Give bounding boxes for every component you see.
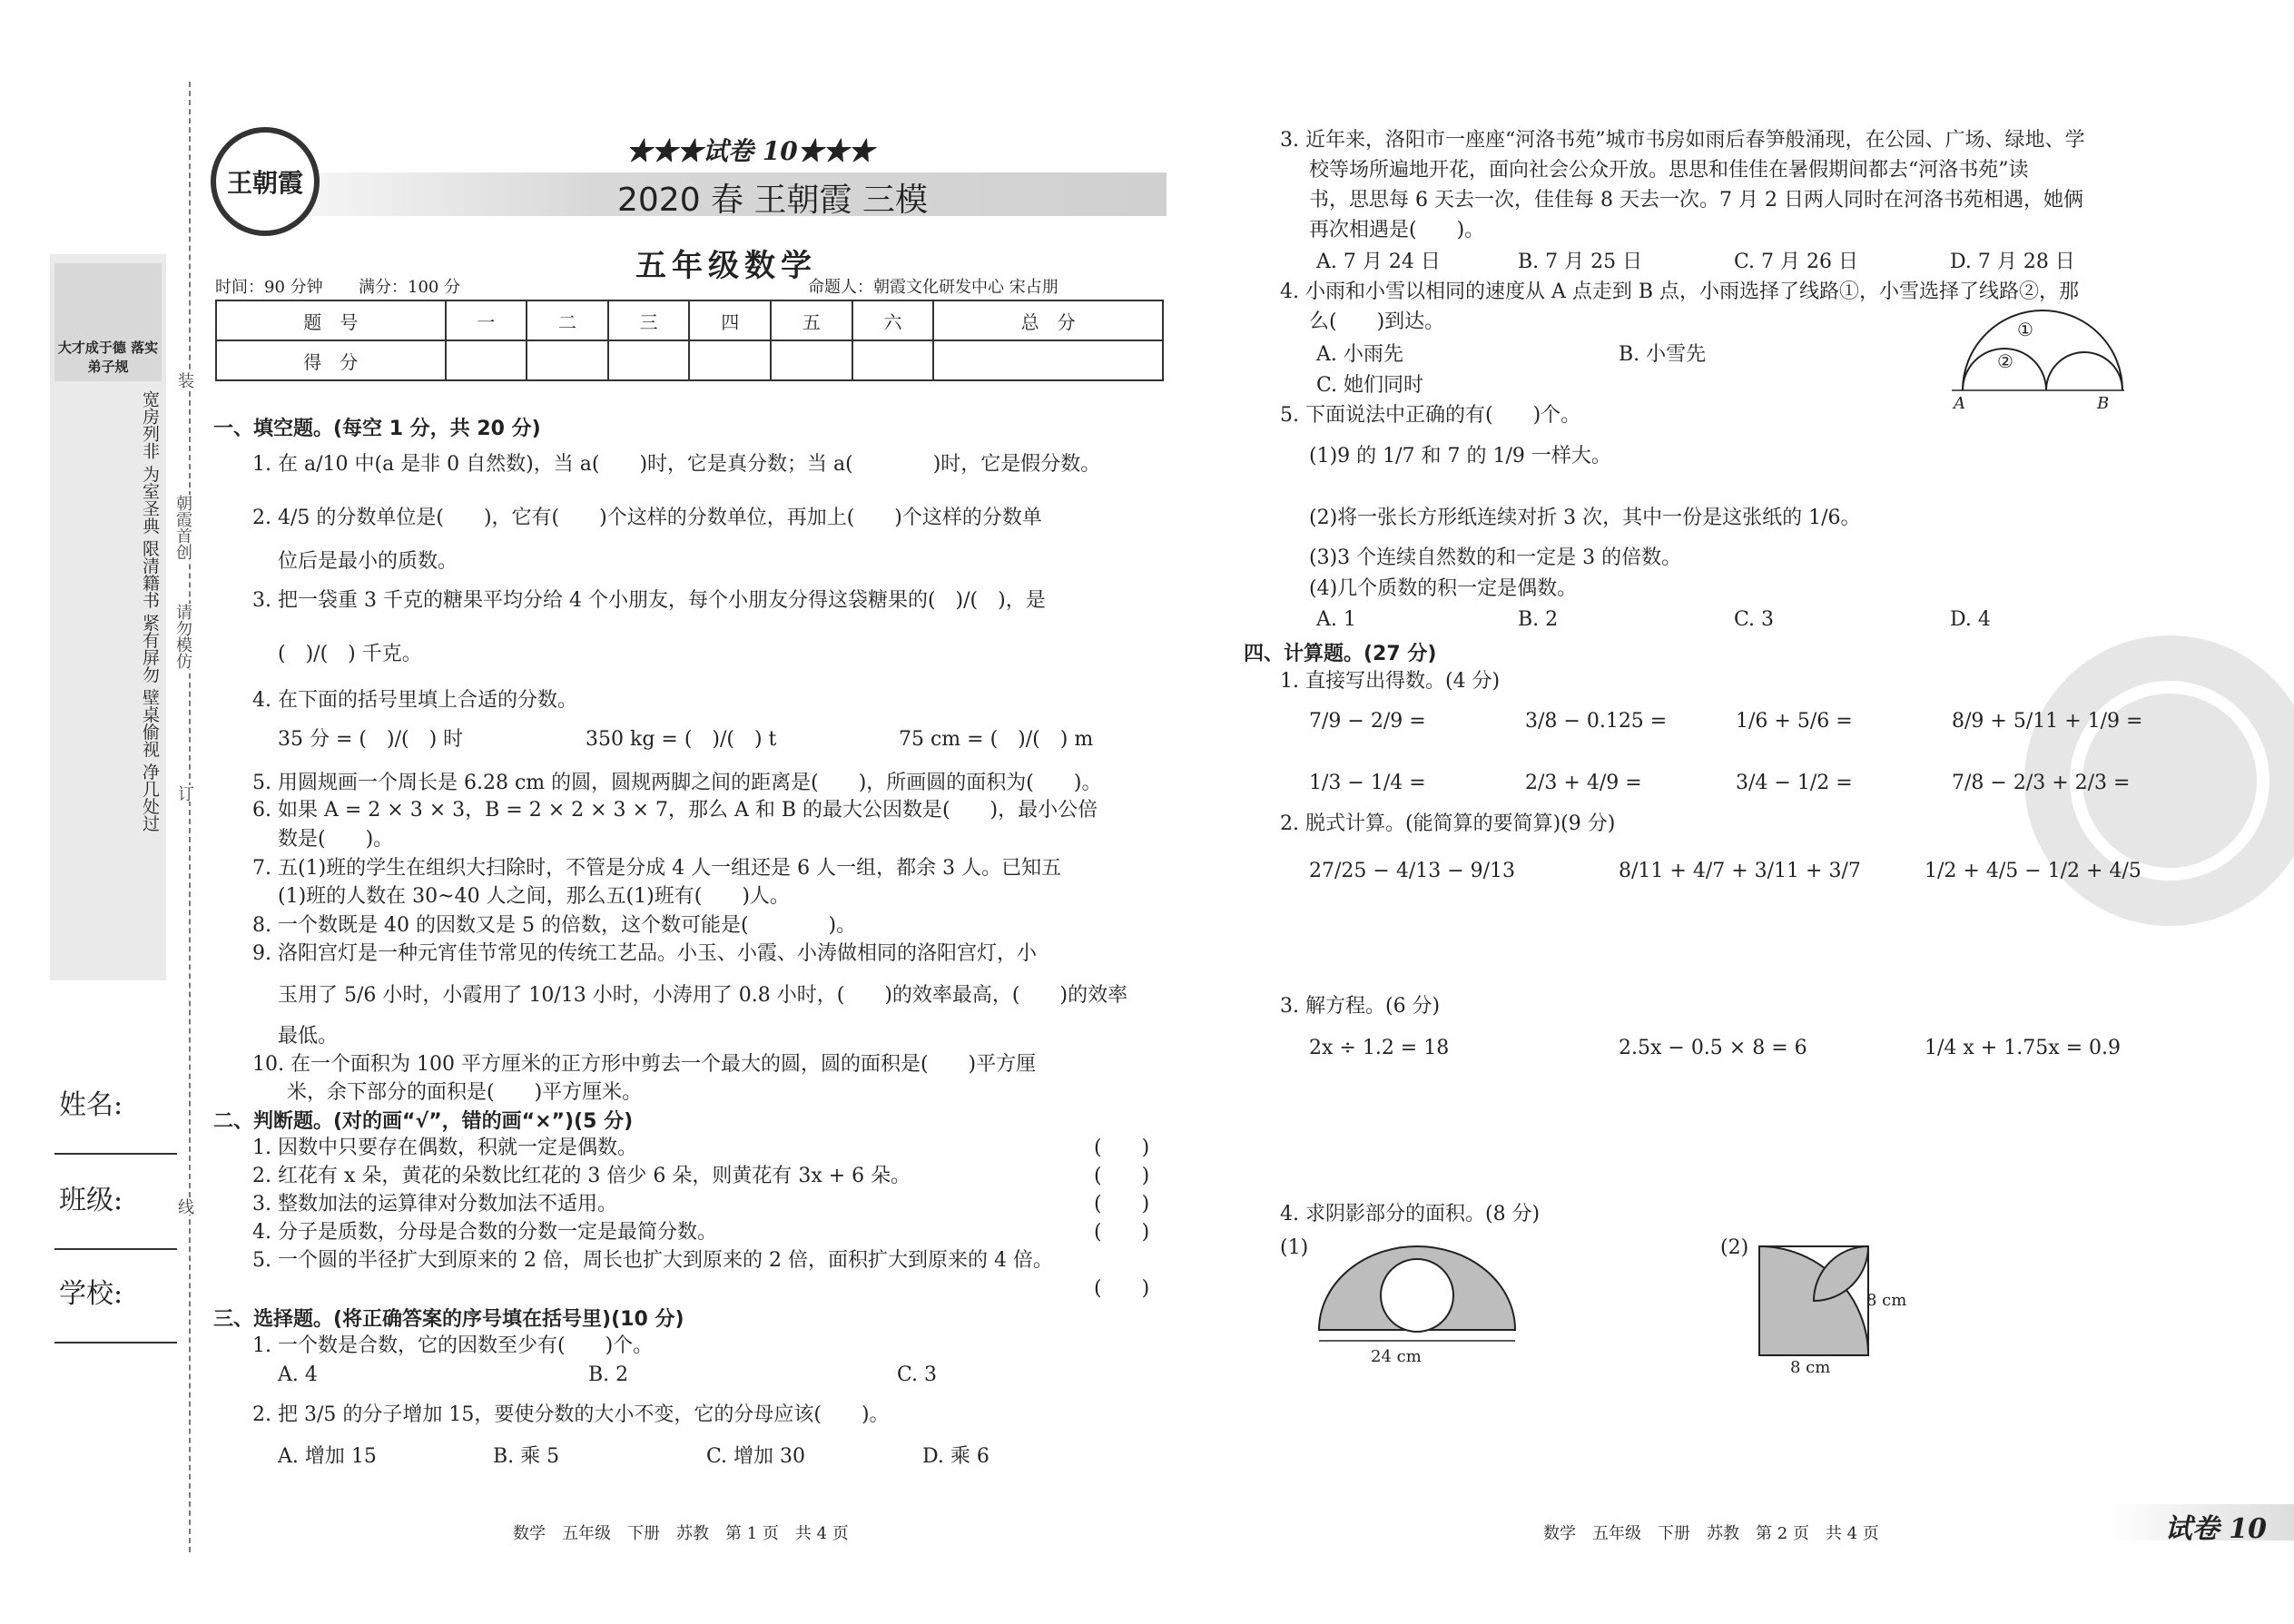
q1-2b: 位后是最小的质数。 <box>278 550 458 573</box>
semicircle-figure <box>1312 1239 1521 1348</box>
q4-2: 2. 脱式计算。(能简算的要简算)(9 分) <box>1280 812 1616 835</box>
q1-3b: ( )/( ) 千克。 <box>278 643 422 665</box>
q1-6b: 数是( )。 <box>278 828 394 851</box>
q1-9b: 玉用了 5/6 小时，小霞用了 10/13 小时，小涛用了 0.8 小时，( )的效率最高，( )的效率 <box>278 984 1128 1007</box>
q1-10b: 米，余下部分的面积是( )平方厘米。 <box>287 1081 643 1104</box>
fig2-side-dim: 8 cm <box>1866 1291 1907 1310</box>
score-header: 三 <box>608 300 690 340</box>
paper-number: ★★★试卷 10★★★ <box>626 136 874 166</box>
route-2-arc-right <box>2046 352 2122 390</box>
score-table <box>215 300 1164 381</box>
q3-5-opt-a: A. 1 <box>1316 608 1356 631</box>
stepwise-item: 27/25 − 4/13 − 9/13 <box>1309 860 1516 882</box>
class-line[interactable] <box>54 1248 177 1250</box>
q1-10: 10. 在一个面积为 100 平方厘米的正方形中剪去一个最大的圆，圆的面积是( )平方厘 <box>252 1053 1037 1076</box>
q3-3-l2: 校等场所遍地开花，面向社会公众开放。思思和佳佳在暑假期间都去“河洛书苑”读 <box>1309 159 2029 182</box>
score-cell[interactable] <box>933 340 1163 380</box>
exam-title: 2020 春 王朝霞 三模 <box>617 182 928 219</box>
q3-4-opt-b: B. 小雪先 <box>1619 343 1707 366</box>
q3-2: 2. 把 3/5 的分子增加 15，要使分数的大小不变，它的分母应该( )。 <box>252 1403 890 1426</box>
q2-1: 1. 因数中只要存在偶数，积就一定是偶数。 <box>252 1137 637 1159</box>
brand-logo: 王朝霞 <box>211 127 320 236</box>
q3-2-opt-b: B. 乘 5 <box>493 1445 560 1468</box>
q2-2: 2. 红花有 x 朵，黄花的朵数比红花的 3 倍少 6 朵，则黄花有 3x + 6 朵。 <box>252 1165 911 1187</box>
score-header: 总 分 <box>933 300 1163 340</box>
score-cell[interactable] <box>608 340 690 380</box>
school-label: 学校: <box>59 1278 123 1310</box>
route-2-label: ② <box>1997 350 2013 372</box>
score-cell[interactable] <box>527 340 608 380</box>
q1-8: 8. 一个数既是 40 的因数又是 5 的倍数，这个数可能是( )。 <box>252 914 857 937</box>
answer-paren[interactable]: ( ) <box>1094 1277 1150 1300</box>
sidebar-motto: 宽房列非 为室圣典 限清籍书 紧有屏勿 壁桌偷视 净几处过 <box>140 390 160 832</box>
q1-4b: 350 kg = ( )/( ) t <box>586 728 777 751</box>
q3-3-l1: 3. 近年来，洛阳市一座座“河洛书苑”城市书房如雨后春笋般涌现，在公园、广场、绿地、学 <box>1280 129 2085 152</box>
score-header: 五 <box>771 300 852 340</box>
q1-2: 2. 4/5 的分数单位是( )，它有( )个这样的分数单位，再加上( )个这样的分数单 <box>252 507 1042 529</box>
stepwise-item: 8/11 + 4/7 + 3/11 + 3/7 <box>1619 860 1861 882</box>
calc-item: 3/4 − 1/2 = <box>1736 772 1853 794</box>
q3-4-opt-c: C. 她们同时 <box>1316 374 1424 397</box>
q2-4: 4. 分子是质数，分母是合数的分数一定是最简分数。 <box>252 1221 717 1244</box>
author: 命题人：朝霞文化研发中心 宋占朋 <box>808 278 1058 297</box>
section-1-title: 一、填空题。(每空 1 分，共 20 分) <box>213 418 541 440</box>
paper-tag <box>2106 1504 2294 1545</box>
equation-item: 2x ÷ 1.2 = 18 <box>1309 1037 1450 1059</box>
stepwise-item: 1/2 + 4/5 − 1/2 + 4/5 <box>1925 860 2141 882</box>
q1-3: 3. 把一袋重 3 千克的糖果平均分给 4 个小朋友，每个小朋友分得这袋糖果的( )/( )，是 <box>252 589 1046 612</box>
calc-item: 1/6 + 5/6 = <box>1736 710 1853 733</box>
q3-3-opt-c: C. 7 月 26 日 <box>1734 251 1859 273</box>
q3-4-l2: 么( )到达。 <box>1309 310 1445 333</box>
answer-paren[interactable]: ( ) <box>1094 1165 1150 1187</box>
answer-paren[interactable]: ( ) <box>1094 1221 1150 1244</box>
square-figure <box>1752 1239 1879 1366</box>
footer-left: 数学 五年级 下册 苏教 第 1 页 共 4 页 <box>513 1524 849 1543</box>
q1-7: 7. 五(1)班的学生在组织大扫除时，不管是分成 4 人一组还是 6 人一组，都余 3 人。已知五 <box>252 857 1062 880</box>
section-3-title: 三、选择题。(将正确答案的序号填在括号里)(10 分) <box>213 1308 684 1331</box>
calc-item: 3/8 − 0.125 = <box>1525 710 1668 733</box>
q1-9: 9. 洛阳宫灯是一种元宵佳节常见的传统工艺品。小玉、小霞、小涛做相同的洛阳宫灯，小 <box>252 942 1037 965</box>
sidebar-slogan: 大才成于德 落实弟子规 <box>57 340 159 375</box>
score-header: 四 <box>689 300 771 340</box>
score-header: 六 <box>852 300 934 340</box>
q2-5: 5. 一个圆的半径扩大到原来的 2 倍，周长也扩大到原来的 2 倍，面积扩大到原来的 4 倍。 <box>252 1249 1053 1272</box>
calc-item: 1/3 − 1/4 = <box>1309 772 1426 794</box>
name-label: 姓名: <box>59 1089 123 1121</box>
full-score: 满分：100 分 <box>359 278 461 297</box>
cut-label-xian: 线 <box>172 1198 196 1215</box>
route-1-label: ① <box>2017 319 2033 340</box>
route-1-arc <box>1963 310 2122 390</box>
q2-3: 3. 整数加法的运算律对分数加法不适用。 <box>252 1193 617 1216</box>
name-line[interactable] <box>54 1153 177 1155</box>
fig1-dim: 24 cm <box>1371 1347 1422 1366</box>
school-line[interactable] <box>54 1342 177 1343</box>
q1-9c: 最低。 <box>278 1025 339 1048</box>
cut-label-1: 朝霞首创 <box>171 495 194 560</box>
fig1-label: (1) <box>1280 1236 1309 1259</box>
class-label: 班级: <box>59 1185 123 1216</box>
q3-4-opt-a: A. 小雨先 <box>1316 343 1403 366</box>
q3-1-opt-a: A. 4 <box>278 1363 318 1386</box>
cut-label-zhuang: 装 <box>172 372 196 389</box>
q3-2-opt-d: D. 乘 6 <box>922 1445 989 1468</box>
q4-1: 1. 直接写出得数。(4 分) <box>1280 670 1501 693</box>
inner-circle <box>1381 1259 1453 1332</box>
q3-3-opt-b: B. 7 月 25 日 <box>1518 251 1643 273</box>
q3-1: 1. 一个数是合数，它的因数至少有( )个。 <box>252 1334 654 1357</box>
q1-4: 4. 在下面的括号里填上合适的分数。 <box>252 689 577 712</box>
q4-3: 3. 解方程。(6 分) <box>1280 995 1441 1018</box>
time-limit: 时间：90 分钟 <box>215 278 323 297</box>
q3-2-opt-a: A. 增加 15 <box>278 1445 377 1468</box>
q1-4a: 35 分 = ( )/( ) 时 <box>278 728 464 751</box>
equation-item: 1/4 x + 1.75x = 0.9 <box>1925 1037 2122 1059</box>
cut-label-2: 请勿模仿 <box>171 604 194 669</box>
calc-item: 2/3 + 4/9 = <box>1525 772 1642 794</box>
q3-5-opt-d: D. 4 <box>1950 608 1991 631</box>
score-row-label: 得 分 <box>216 340 446 380</box>
q3-1-opt-b: B. 2 <box>588 1363 629 1386</box>
calc-item: 7/8 − 2/3 + 2/3 = <box>1952 772 2131 794</box>
q3-3-opt-a: A. 7 月 24 日 <box>1316 251 1441 273</box>
equation-item: 2.5x − 0.5 × 8 = 6 <box>1619 1037 1807 1059</box>
section-2-title: 二、判断题。(对的画“√”，错的画“×”)(5 分) <box>213 1110 634 1133</box>
calc-item: 7/9 − 2/9 = <box>1309 710 1426 733</box>
cut-line <box>189 82 191 1552</box>
q1-4c: 75 cm = ( )/( ) m <box>899 728 1094 751</box>
q3-1-opt-c: C. 3 <box>897 1363 938 1386</box>
q3-5-4: (4)几个质数的积一定是偶数。 <box>1309 577 1578 600</box>
cut-label-ding: 订 <box>172 785 196 802</box>
section-4-title: 四、计算题。(27 分) <box>1244 643 1437 665</box>
q1-1: 1. 在 a/10 中(a 是非 0 自然数)，当 a( )时，它是真分数；当 a( )时，它是假分数。 <box>252 453 1101 476</box>
q3-3-opt-d: D. 7 月 28 日 <box>1950 251 2075 273</box>
answer-paren[interactable]: ( ) <box>1094 1193 1150 1216</box>
q1-6: 6. 如果 A = 2 × 3 × 3，B = 2 × 2 × 3 × 7，那么 A 和 B 的最大公因数是( )，最小公倍 <box>252 799 1098 822</box>
q1-7b: (1)班的人数在 30~40 人之间，那么五(1)班有( )人。 <box>278 885 790 908</box>
q3-5-opt-c: C. 3 <box>1734 608 1775 631</box>
q3-5-opt-b: B. 2 <box>1518 608 1559 631</box>
subject-title: 五年级数学 <box>635 248 817 284</box>
q3-2-opt-c: C. 增加 30 <box>706 1445 806 1468</box>
q4-4: 4. 求阴影部分的面积。(8 分) <box>1280 1203 1541 1225</box>
q3-5: 5. 下面说法中正确的有( )个。 <box>1280 404 1581 427</box>
q3-5-3: (3)3 个连续自然数的和一定是 3 的倍数。 <box>1309 546 1682 569</box>
q3-5-2: (2)将一张长方形纸连续对折 3 次，其中一份是这张纸的 1/6。 <box>1309 507 1861 529</box>
calc-item: 8/9 + 5/11 + 1/9 = <box>1952 710 2143 733</box>
q3-3-l4: 再次相遇是( )。 <box>1309 219 1485 241</box>
footer-right: 数学 五年级 下册 苏教 第 2 页 共 4 页 <box>1543 1524 1879 1543</box>
score-header: 一 <box>446 300 527 340</box>
fig2-label: (2) <box>1720 1236 1749 1259</box>
score-header: 题 号 <box>216 300 446 340</box>
q3-5-1: (1)9 的 1/7 和 7 的 1/9 一样大。 <box>1309 445 1611 468</box>
fig2-bottom-dim: 8 cm <box>1790 1358 1831 1377</box>
answer-paren[interactable]: ( ) <box>1094 1137 1150 1159</box>
score-header: 二 <box>527 300 608 340</box>
point-b-label: B <box>2097 394 2110 413</box>
score-cell[interactable] <box>852 340 934 380</box>
q3-4-l1: 4. 小雨和小雪以相同的速度从 A 点走到 B 点，小雨选择了线路①，小雪选择了线路②，那 <box>1280 281 2080 303</box>
q1-5: 5. 用圆规画一个周长是 6.28 cm 的圆，圆规两脚之间的距离是( )，所画圆的面积为( )。 <box>252 772 1102 794</box>
score-cell[interactable] <box>771 340 852 380</box>
paper-tag-text: 试卷 10 <box>2164 1513 2267 1545</box>
score-cell[interactable] <box>689 340 771 380</box>
score-cell[interactable] <box>446 340 527 380</box>
point-a-label: A <box>1954 394 1965 413</box>
q3-3-l3: 书，思思每 6 天去一次，佳佳每 8 天去一次。7 月 2 日两人同时在河洛书苑相遇，她俩 <box>1309 189 2083 212</box>
